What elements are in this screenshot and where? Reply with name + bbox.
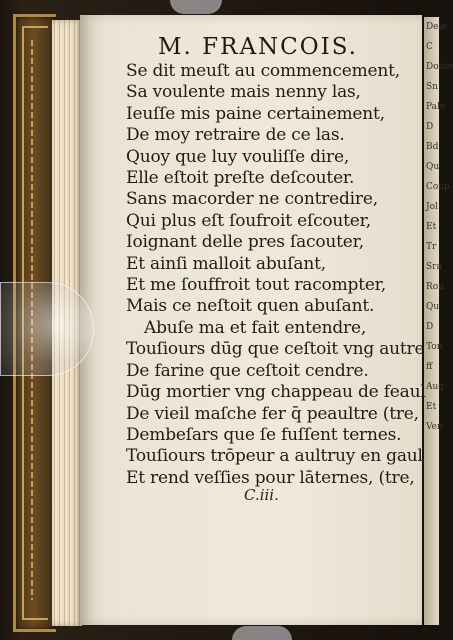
facing-line-fragment: Tr	[426, 242, 437, 252]
text-line: Et me ſouffroit tout racompter,	[126, 275, 386, 296]
facing-line-fragment: D	[426, 322, 434, 332]
text-line: Se dit meuſt au commencement,	[126, 61, 400, 81]
text-line: Et ainſi malloit abuſant,	[126, 253, 326, 274]
facing-line-fragment: Sn	[426, 82, 438, 92]
text-line: Dembeſars que ſe fuſſent ternes.	[126, 424, 402, 445]
text-line: Abuſe ma et fait entendre,	[144, 317, 367, 338]
facing-line-fragment: Ton	[426, 342, 443, 352]
text-line: Touſiours trōpeur a aultruy en gaul	[126, 446, 423, 467]
signature-mark: C.iii.	[244, 486, 279, 504]
text-line: De vieil maſche fer q̄ peaultre (tre,	[126, 403, 419, 424]
facing-line-fragment: Ron	[426, 282, 444, 292]
facing-line-fragment: Aug	[426, 382, 445, 392]
poem-text-block	[126, 61, 426, 489]
text-line: Ioignant delle pres ſacouter,	[126, 232, 364, 253]
text-line: Qui plus eſt ſoufroit eſcouter,	[126, 210, 371, 231]
facing-line-fragment: Doute	[426, 62, 453, 72]
facing-line-fragment: Ven	[426, 422, 443, 432]
text-line: Ieuſſe mis paine certainement,	[126, 103, 385, 124]
facing-line-fragment: C	[426, 42, 433, 52]
facing-line-fragment: Bd	[426, 142, 439, 152]
facing-line-fragment: Sra	[426, 262, 442, 272]
glass-clamp-left	[0, 282, 94, 376]
text-line: Dūg mortier vng chappeau de feaul	[126, 382, 426, 403]
text-line: Et rend veſſies pour lāternes, (tre,	[126, 467, 415, 488]
glass-clamp-bottom	[232, 626, 292, 640]
facing-line-fragment: D	[426, 122, 434, 132]
text-line: Sa voulente mais nenny las,	[126, 82, 361, 103]
text-line: Mais ce neſtoit quen abuſant.	[126, 296, 375, 317]
facing-line-fragment: Jol	[426, 202, 438, 212]
text-line: Sans macorder ne contredire,	[126, 189, 378, 210]
facing-line-fragment: Et	[426, 402, 437, 412]
facing-line-fragment: ff	[426, 362, 433, 372]
facing-line-fragment: Et	[426, 222, 437, 232]
glass-clamp-top	[170, 0, 222, 14]
running-head: M. FRANCOIS.	[158, 34, 358, 60]
text-line: De farine que ceſtoit cendre.	[126, 360, 369, 381]
facing-line-fragment: Qu	[426, 162, 440, 172]
facing-line-fragment: Pale	[426, 102, 446, 112]
facing-line-fragment: Qu	[426, 302, 440, 312]
facing-line-fragment: Coup	[426, 182, 450, 192]
text-line: Quoy que luy vouliſſe dire,	[126, 146, 350, 167]
text-line: Elle eſtoit preſte deſcouter.	[126, 168, 355, 189]
text-line: De moy retraire de ce las.	[126, 125, 345, 146]
text-line: Touſiours dūg que ceſtoit vng autre	[126, 339, 425, 360]
facing-line-fragment: Dele	[426, 22, 447, 32]
facing-page-fragment	[424, 17, 453, 625]
